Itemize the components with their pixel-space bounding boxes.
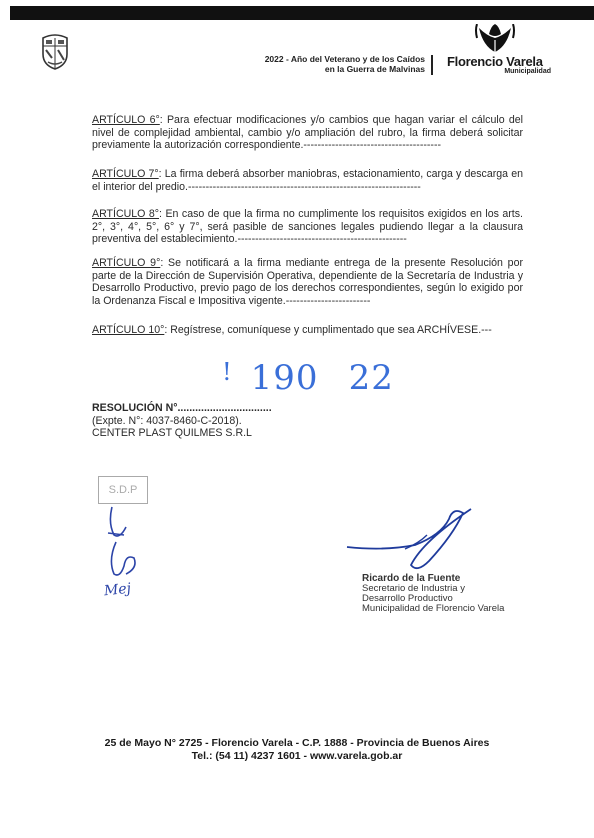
- stamp-mark: !: [222, 358, 233, 386]
- stamp-year: 22: [348, 358, 394, 398]
- article-6: [92, 114, 523, 152]
- article-text: : En caso de que la firma no cumplimente los requisitos exigidos en los arts. 2°, 3°, 4°, 5°, 6° y 7°, será pasible de sanciones legales pudiendo llegar a la clausura preventiva del establecimiento.------------------------------------------------: [92, 208, 523, 246]
- article-label: ARTÍCULO 9°: [92, 257, 161, 269]
- article-text: : Se notificará a la firma mediante entrega de la presente Resolución por parte de la Dirección de Supervisión Operativa, dependiente de la Secretaría de Industria y Desarrollo Productivo, previo pago de los derechos correspondientes, según lo exigido por la Ordenanza Fiscal e Impositiva vigente.------------------------: [92, 257, 523, 307]
- motto-line-1: 2022 - Año del Veterano y de los Caídos: [264, 54, 425, 64]
- handwritten-initials: Mej: [103, 580, 132, 600]
- resolution-title: RESOLUCIÓN N°................................: [92, 402, 272, 414]
- municipal-crest-icon: [40, 32, 70, 70]
- expediente-number: (Expte. N°: 4037-8460-C-2018).: [92, 414, 242, 427]
- article-8: [92, 208, 523, 246]
- resolution-block: [92, 402, 272, 440]
- signer-title-3: Municipalidad de Florencio Varela: [362, 603, 505, 614]
- stamp-number: 190: [250, 358, 319, 398]
- footer: [0, 737, 594, 763]
- handwritten-check-icon: [102, 505, 136, 541]
- company-name: CENTER PLAST QUILMES S.R.L: [92, 427, 252, 439]
- article-text: : Para efectuar modificaciones y/o cambios que hagan variar el cálculo del nivel de complejidad ambiental, cambio y/o ampliación del rubro, la firma deberá solicitar previamente la autorización correspondiente.---------------------------------------: [92, 114, 523, 152]
- logo-subtitle: Municipalidad: [504, 68, 551, 75]
- signer-title-1: Secretario de Industria y: [362, 583, 465, 594]
- signer-title-2: Desarrollo Productivo: [362, 593, 453, 604]
- article-9: [92, 257, 523, 307]
- logo-name: Florencio Varela: [447, 54, 543, 69]
- article-label: ARTÍCULO 7°: [92, 168, 159, 180]
- footer-address: 25 de Mayo N° 2725 - Florencio Varela - C.P. 1888 - Provincia de Buenos Aires: [104, 737, 490, 749]
- handwritten-initial-icon: [104, 540, 142, 580]
- article-10: [92, 324, 523, 337]
- article-label: ARTÍCULO 8°: [92, 208, 159, 220]
- article-text: : Regístrese, comuníquese y cumplimentado que sea ARCHÍVESE.---: [164, 324, 492, 336]
- page-top-border: [10, 6, 594, 20]
- florencio-varela-logo: [447, 24, 551, 75]
- article-label: ARTÍCULO 6°: [92, 114, 160, 126]
- sdp-stamp: S.D.P: [98, 476, 148, 504]
- signature-icon: [345, 505, 485, 577]
- article-text: : La firma deberá absorber maniobras, estacionamiento, carga y descarga en el interior del predio.------------------------------------------------------------------: [92, 168, 523, 193]
- signer-block: [362, 574, 504, 614]
- tulip-logo-icon: [475, 24, 515, 54]
- article-7: [92, 168, 523, 193]
- motto-line-2: en la Guerra de Malvinas: [324, 64, 425, 74]
- resolution-number-stamp: [222, 358, 394, 398]
- header-divider: [431, 55, 433, 75]
- article-label: ARTÍCULO 10°: [92, 324, 165, 336]
- header-motto: [215, 54, 425, 74]
- signer-name: Ricardo de la Fuente: [362, 573, 461, 584]
- footer-contact: Tel.: (54 11) 4237 1601 - www.varela.gob.ar: [191, 750, 403, 762]
